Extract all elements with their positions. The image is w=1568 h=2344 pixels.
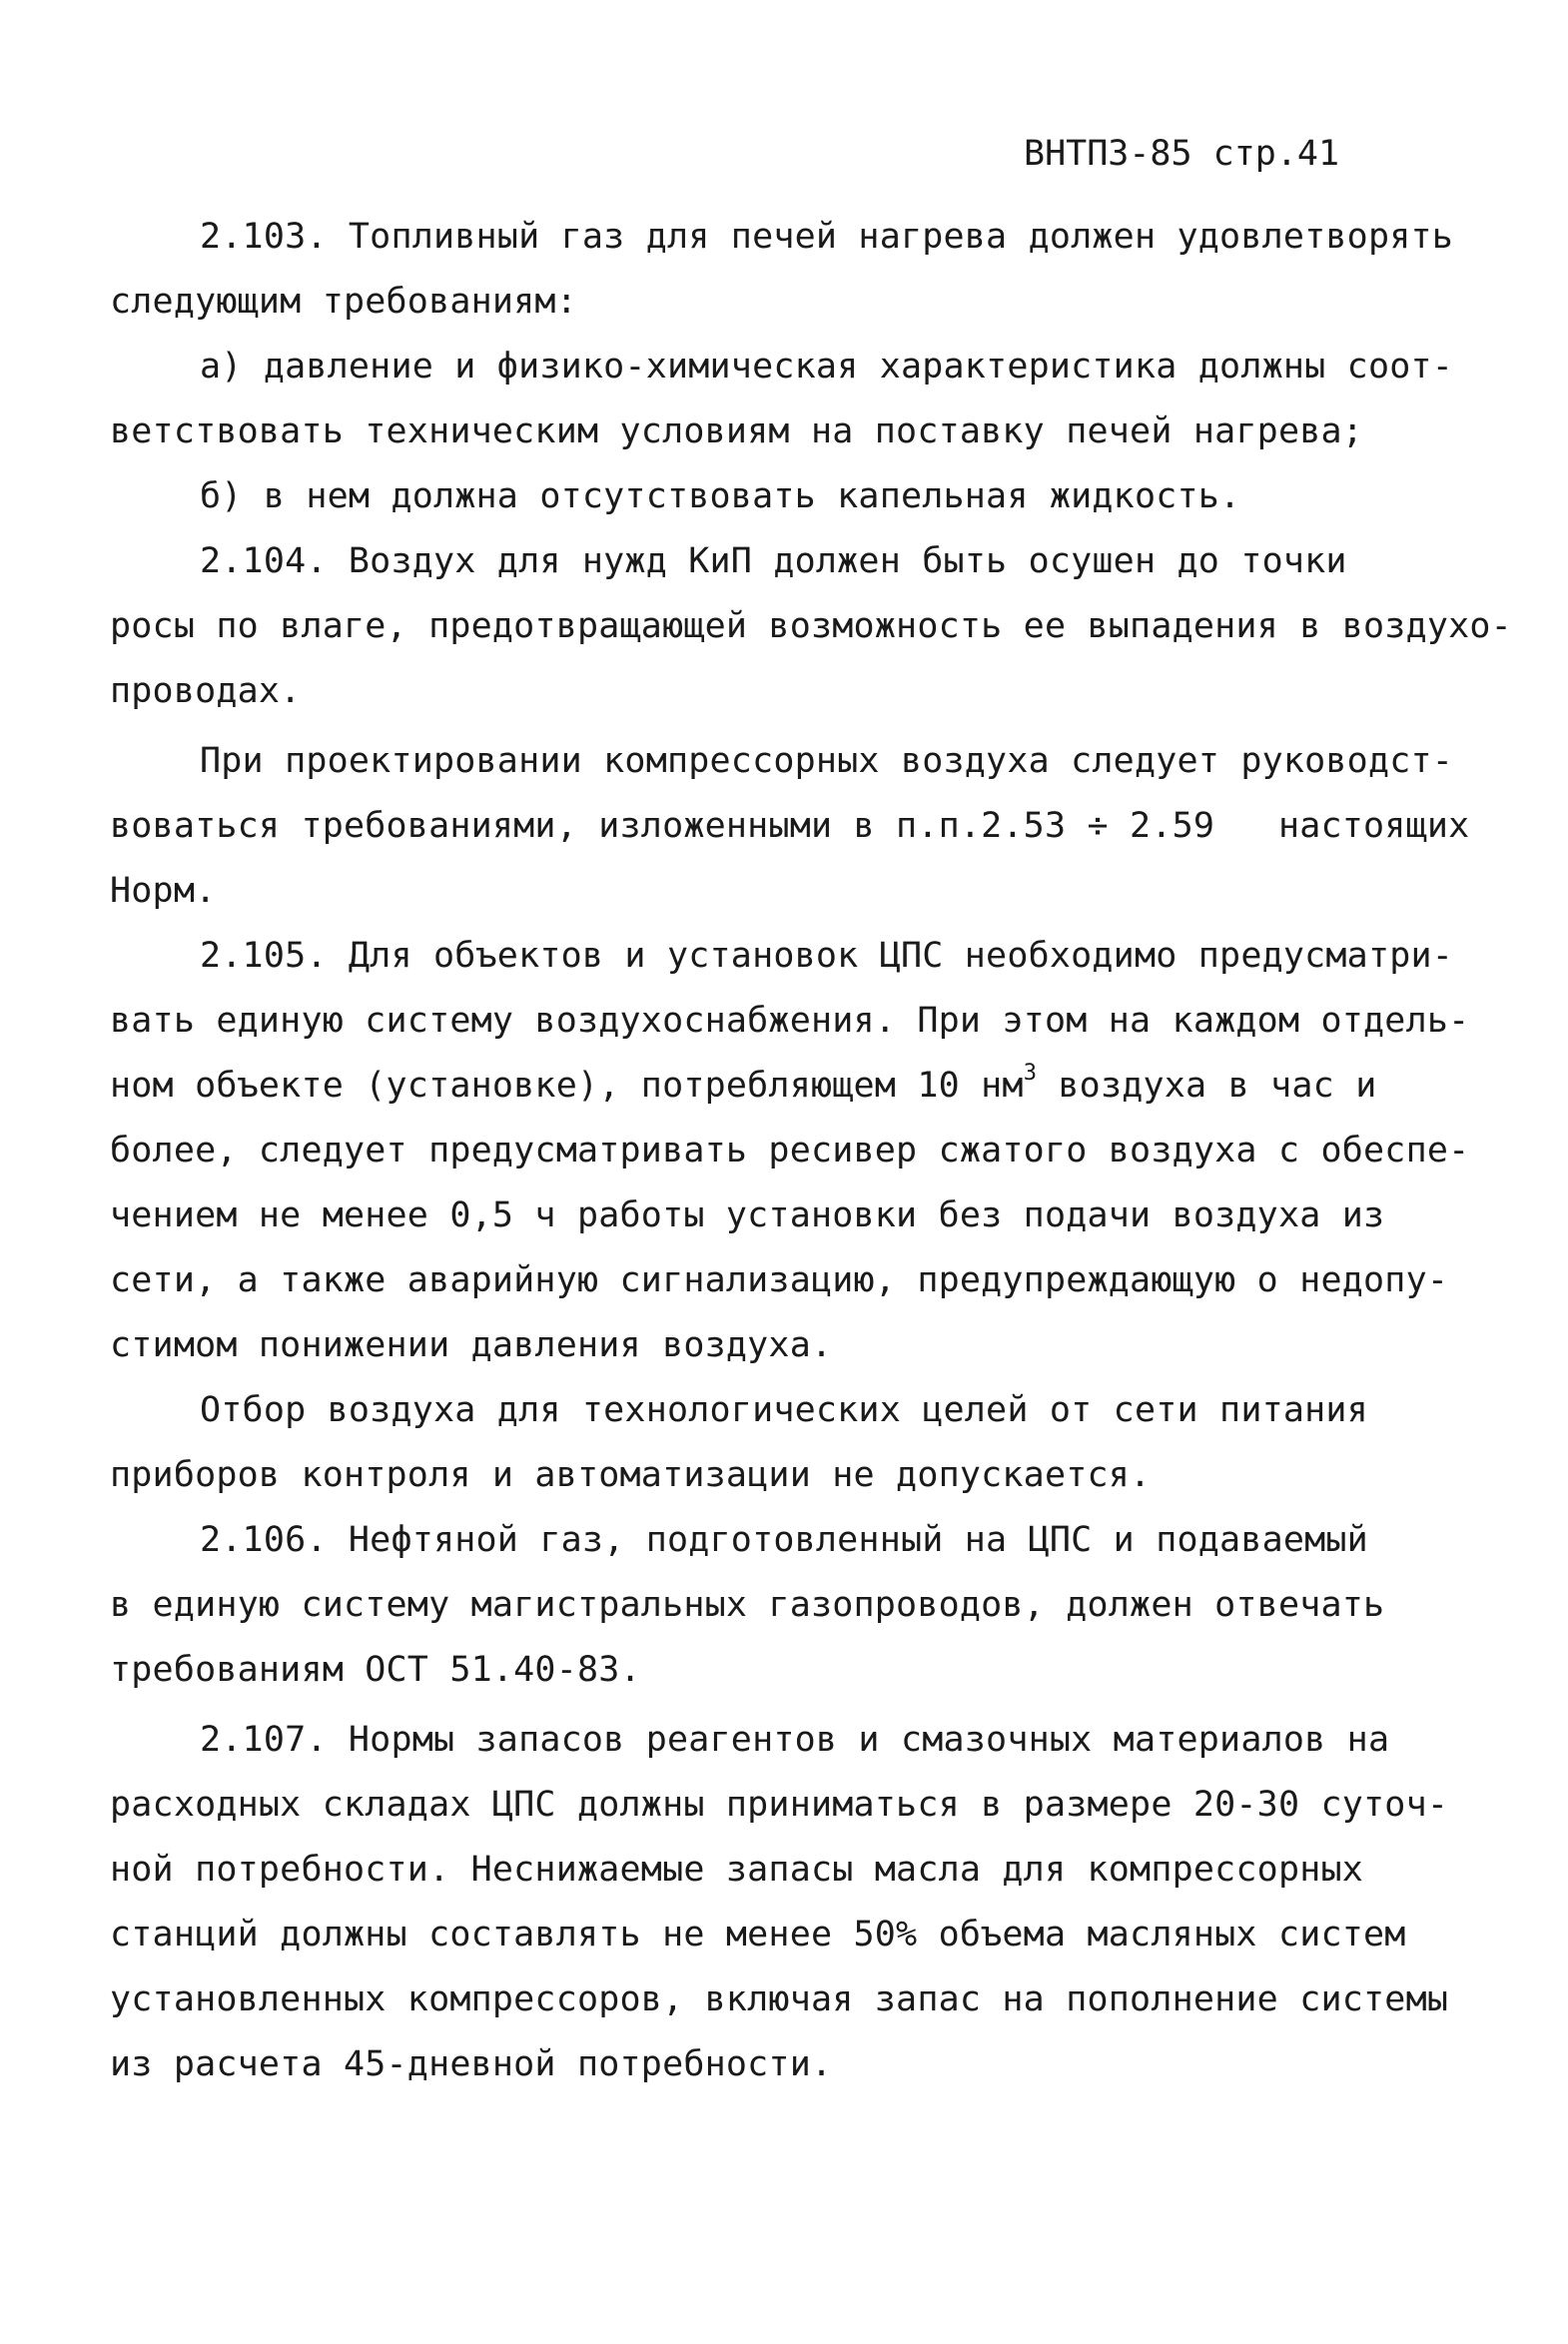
text-line: из расчета 45-дневной потребности. [110, 2044, 833, 2084]
text-line: в единую систему магистральных газопроводов, должен отвечать [110, 1585, 1385, 1625]
text-line: 2.104. Воздух для нужд КиП должен быть осушен до точки [200, 541, 1347, 581]
text-line: сети, а также аварийную сигнализацию, предупреждающую о недопу- [110, 1260, 1449, 1300]
superscript: 3 [1023, 1061, 1038, 1087]
text-line: станций должны составлять не менее 50% объема масляных систем [110, 1915, 1406, 1954]
text-line: 2.103. Топливный газ для печей нагрева должен удовлетворять [200, 217, 1454, 257]
text-line: Отбор воздуха для технологических целей от сети питания [200, 1390, 1368, 1430]
text-line: требованиям ОСТ 51.40-83. [110, 1650, 641, 1690]
text-line: росы по влаге, предотвращающей возможность ее выпадения в воздухо- [110, 606, 1512, 646]
text-line: воваться требованиями, изложенными в п.п.2.53 ÷ 2.59 настоящих [110, 806, 1470, 846]
text-line: чением не менее 0,5 ч работы установки без подачи воздуха из [110, 1195, 1385, 1235]
text-line: приборов контроля и автоматизации не допускается. [110, 1455, 1152, 1495]
text-line: Норм. [110, 871, 217, 911]
text-line: ной потребности. Неснижаемые запасы масла для компрессорных [110, 1850, 1364, 1890]
text-line: 2.106. Нефтяной газ, подготовленный на ЦПС и подаваемый [200, 1520, 1368, 1560]
text-line: 2.105. Для объектов и установок ЦПС необходимо предусматри- [200, 936, 1454, 976]
text-line: При проектировании компрессорных воздуха следует руководст- [200, 741, 1454, 781]
text-line: проводах. [110, 671, 302, 711]
text-line: более, следует предусматривать ресивер сжатого воздуха с обеспе- [110, 1131, 1470, 1171]
text-line: вать единую систему воздухоснабжения. При этом на каждом отдель- [110, 1001, 1470, 1041]
text-line: расходных складах ЦПС должны приниматься в размере 20-30 суточ- [110, 1785, 1449, 1825]
text-line: а) давление и физико-химическая характеристика должны соот- [200, 347, 1454, 387]
text-line: ветствовать техническим условиям на поставку печей нагрева; [110, 411, 1364, 451]
text-line [110, 1061, 1377, 1108]
text-segment: ном объекте (установке), потребляющем 10 нм [110, 1066, 1024, 1106]
page-header: ВНТПЗ-85 стр.41 [1024, 134, 1340, 174]
text-line: б) в нем должна отсутствовать капельная жидкость. [200, 476, 1241, 516]
text-line: стимом понижении давления воздуха. [110, 1325, 833, 1365]
text-line: следующим требованиям: [110, 282, 577, 322]
text-line: установленных компрессоров, включая запас на пополнение системы [110, 1979, 1449, 2019]
text-segment: воздуха в час и [1037, 1066, 1377, 1106]
text-line: 2.107. Нормы запасов реагентов и смазочных материалов на [200, 1720, 1390, 1760]
